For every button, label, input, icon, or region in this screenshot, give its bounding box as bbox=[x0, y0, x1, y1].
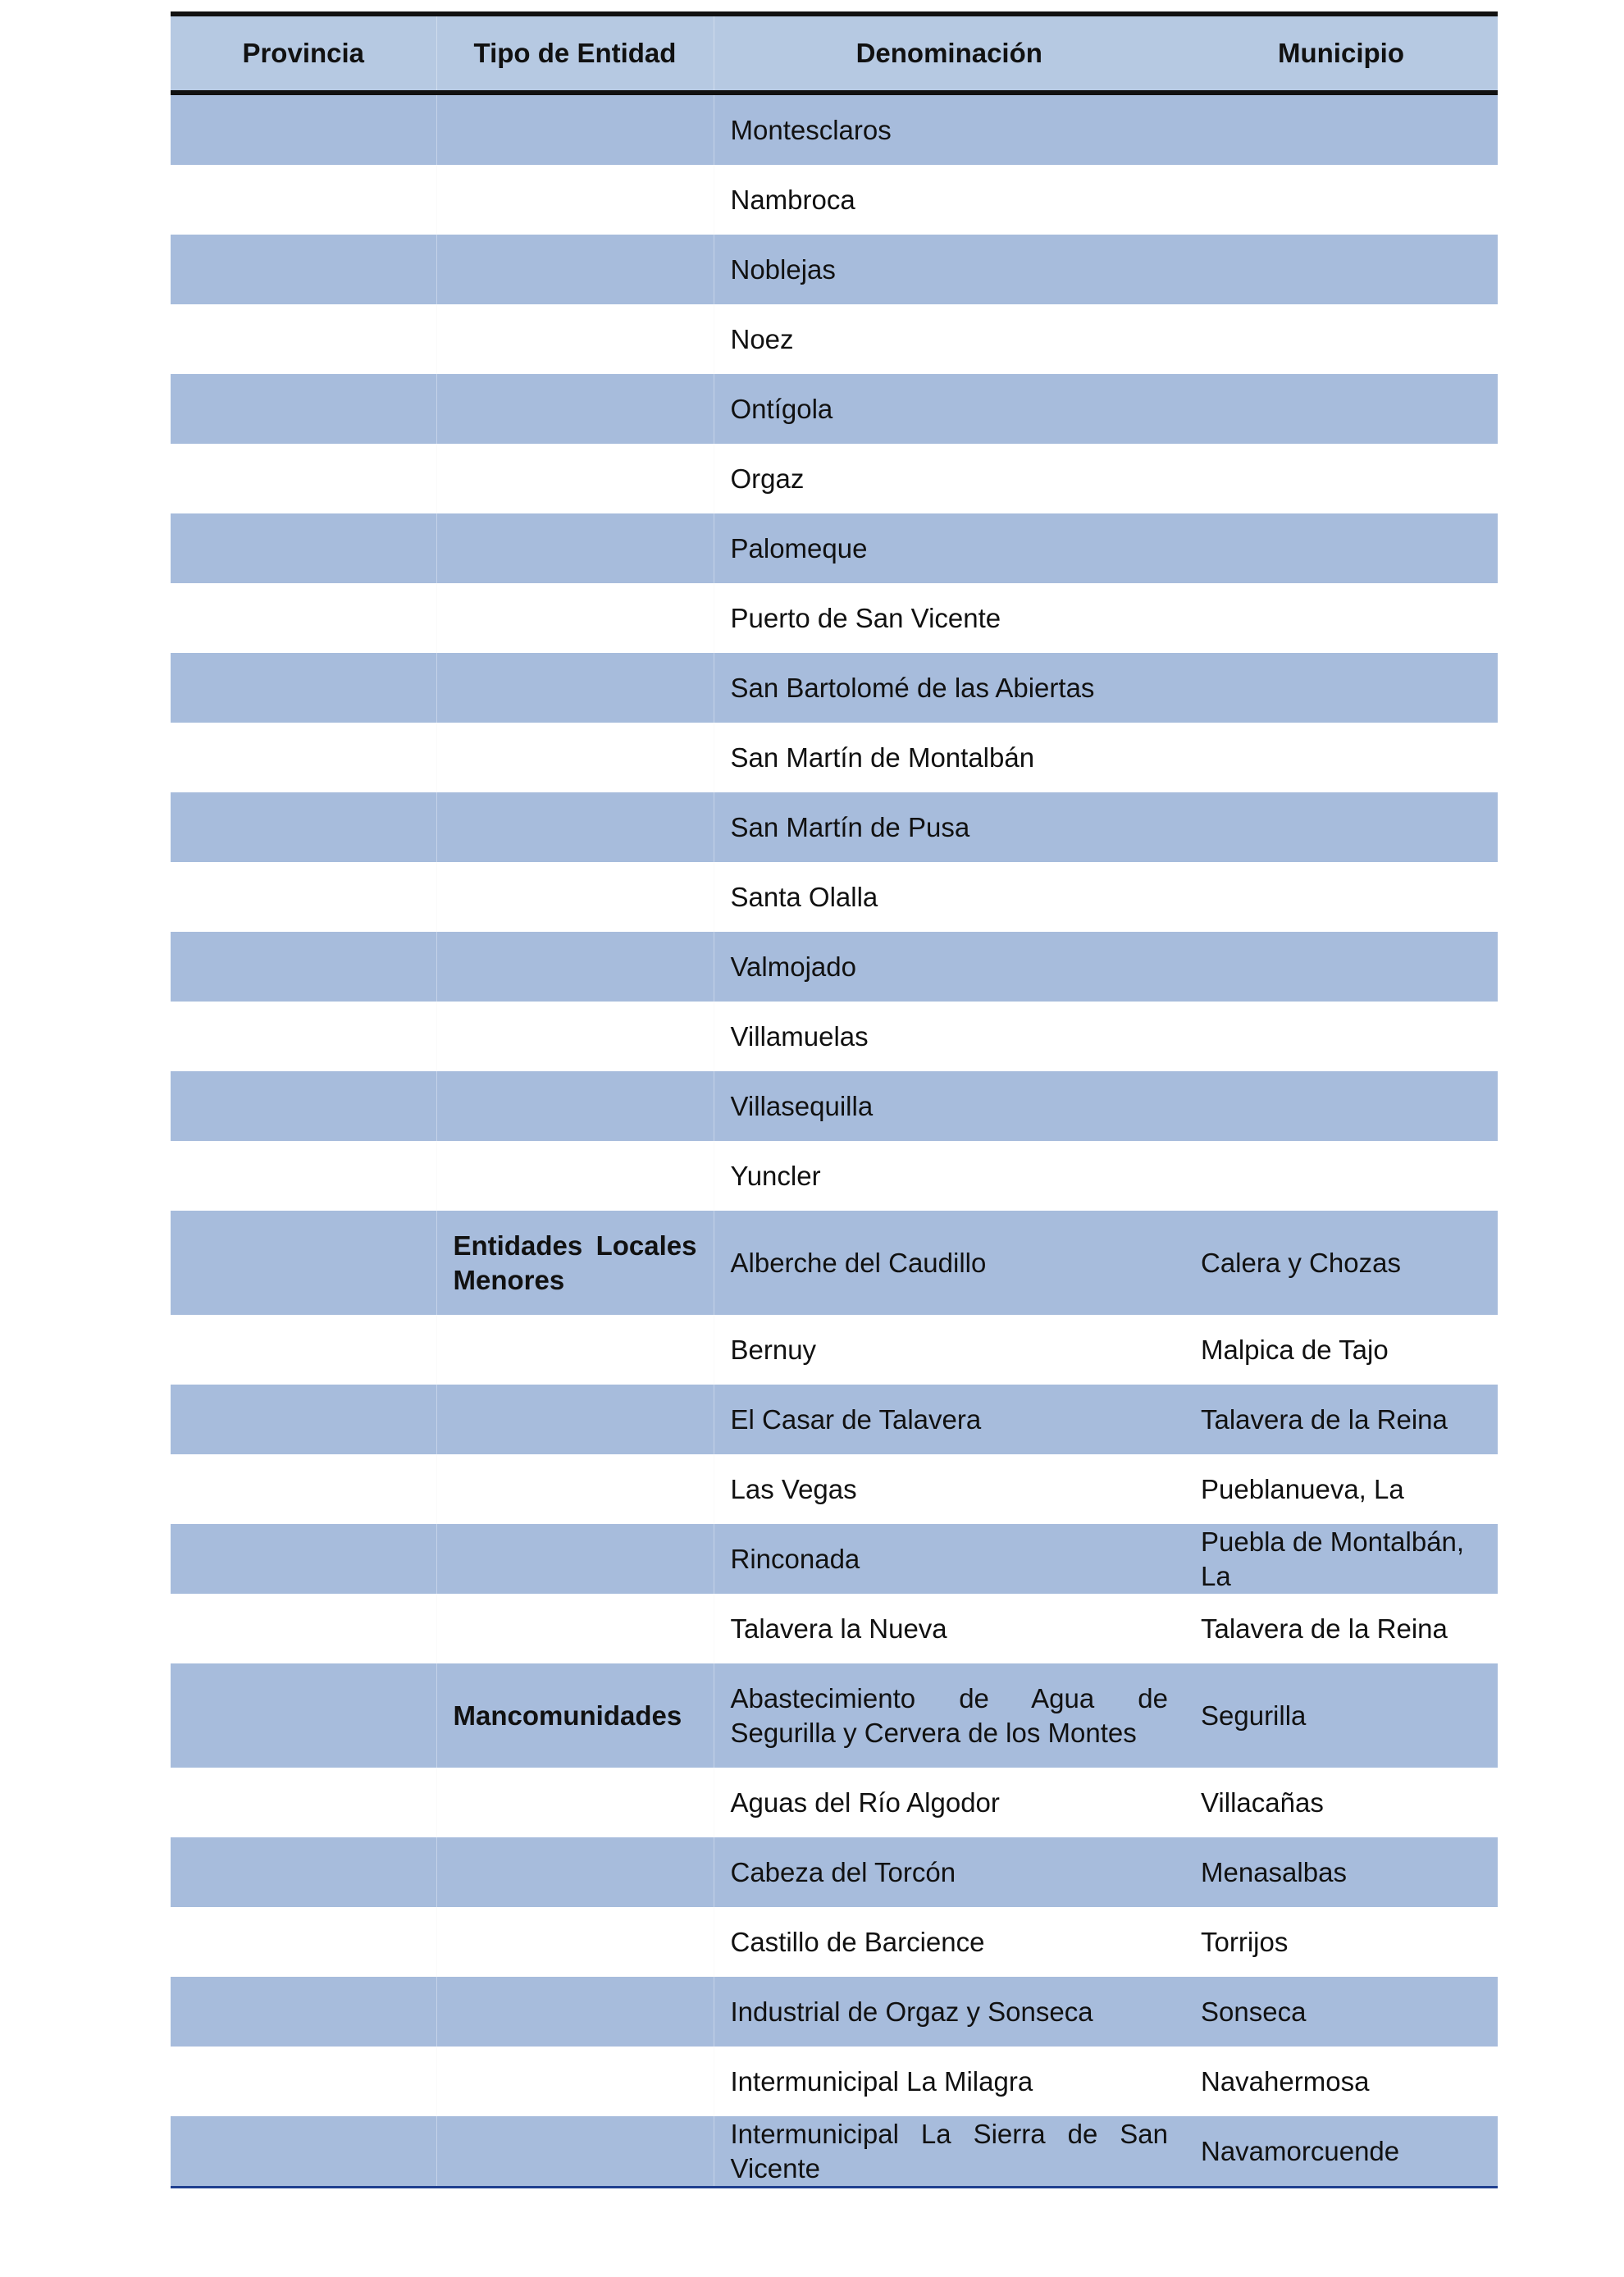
tipo-entidad-cell bbox=[436, 792, 714, 862]
provincia-cell bbox=[171, 792, 436, 862]
header-denominacion: Denominación bbox=[714, 14, 1184, 93]
municipio-cell bbox=[1184, 165, 1498, 235]
denominacion-cell: San Martín de Pusa bbox=[714, 792, 1184, 862]
tipo-entidad-cell bbox=[436, 304, 714, 374]
municipio-cell: Puebla de Montalbán, La bbox=[1184, 1524, 1498, 1594]
table-row bbox=[171, 1141, 1498, 1211]
denominacion-cell: San Martín de Montalbán bbox=[714, 723, 1184, 792]
denominacion-cell: Palomeque bbox=[714, 513, 1184, 583]
denominacion-cell: Abastecimiento de Agua de Segurilla y Cervera de los Montes bbox=[714, 1663, 1184, 1768]
municipio-cell: Menasalbas bbox=[1184, 1837, 1498, 1907]
table-row bbox=[171, 1977, 1498, 2047]
table-row bbox=[171, 1211, 1498, 1315]
header-tipo-de-entidad: Tipo de Entidad bbox=[436, 14, 714, 93]
denominacion-cell: Montesclaros bbox=[714, 93, 1184, 165]
municipio-cell bbox=[1184, 1071, 1498, 1141]
denominacion-cell: Rinconada bbox=[714, 1524, 1184, 1594]
municipio-cell bbox=[1184, 653, 1498, 723]
municipio-cell bbox=[1184, 1141, 1498, 1211]
table-row bbox=[171, 653, 1498, 723]
tipo-entidad-cell bbox=[436, 1768, 714, 1837]
municipio-cell bbox=[1184, 1002, 1498, 1071]
tipo-entidad-cell bbox=[436, 1385, 714, 1454]
provincia-cell bbox=[171, 653, 436, 723]
tipo-entidad-cell bbox=[436, 583, 714, 653]
denominacion-cell: Intermunicipal La Sierra de San Vicente bbox=[714, 2116, 1184, 2188]
table-row bbox=[171, 165, 1498, 235]
municipio-cell bbox=[1184, 444, 1498, 513]
municipio-cell: Pueblanueva, La bbox=[1184, 1454, 1498, 1524]
header-row bbox=[171, 14, 1498, 93]
table-row bbox=[171, 93, 1498, 165]
denominacion-cell: Villamuelas bbox=[714, 1002, 1184, 1071]
municipio-cell bbox=[1184, 723, 1498, 792]
denominacion-cell: Orgaz bbox=[714, 444, 1184, 513]
municipio-cell: Malpica de Tajo bbox=[1184, 1315, 1498, 1385]
municipio-cell: Navamorcuende bbox=[1184, 2116, 1498, 2188]
municipio-cell: Navahermosa bbox=[1184, 2047, 1498, 2116]
provincia-cell bbox=[171, 1141, 436, 1211]
provincia-cell bbox=[171, 862, 436, 932]
municipio-cell: Sonseca bbox=[1184, 1977, 1498, 2047]
provincia-cell bbox=[171, 1663, 436, 1768]
tipo-entidad-cell bbox=[436, 165, 714, 235]
tipo-entidad-cell bbox=[436, 2047, 714, 2116]
provincia-cell bbox=[171, 2116, 436, 2188]
table-row bbox=[171, 862, 1498, 932]
tipo-entidad-cell bbox=[436, 932, 714, 1002]
table-row bbox=[171, 1594, 1498, 1663]
provincia-cell bbox=[171, 444, 436, 513]
table-row bbox=[171, 583, 1498, 653]
municipio-cell: Torrijos bbox=[1184, 1907, 1498, 1977]
denominacion-cell: El Casar de Talavera bbox=[714, 1385, 1184, 1454]
provincia-cell bbox=[171, 723, 436, 792]
denominacion-cell: Talavera la Nueva bbox=[714, 1594, 1184, 1663]
denominacion-cell: Yuncler bbox=[714, 1141, 1184, 1211]
provincia-cell bbox=[171, 1594, 436, 1663]
provincia-cell bbox=[171, 1002, 436, 1071]
tipo-entidad-cell bbox=[436, 1907, 714, 1977]
table-row bbox=[171, 792, 1498, 862]
denominacion-cell: Valmojado bbox=[714, 932, 1184, 1002]
provincia-cell bbox=[171, 513, 436, 583]
denominacion-cell: Intermunicipal La Milagra bbox=[714, 2047, 1184, 2116]
table-row bbox=[171, 235, 1498, 304]
denominacion-cell: Noblejas bbox=[714, 235, 1184, 304]
tipo-entidad-cell bbox=[436, 1141, 714, 1211]
municipio-cell bbox=[1184, 932, 1498, 1002]
denominacion-cell: Bernuy bbox=[714, 1315, 1184, 1385]
provincia-cell bbox=[171, 374, 436, 444]
table-row bbox=[171, 2116, 1498, 2188]
tipo-entidad-cell bbox=[436, 862, 714, 932]
tipo-entidad-cell bbox=[436, 444, 714, 513]
table-row bbox=[171, 374, 1498, 444]
denominacion-cell: Villasequilla bbox=[714, 1071, 1184, 1141]
table-row bbox=[171, 723, 1498, 792]
table-row bbox=[171, 1768, 1498, 1837]
municipio-cell: Calera y Chozas bbox=[1184, 1211, 1498, 1315]
municipio-cell bbox=[1184, 513, 1498, 583]
provincia-cell bbox=[171, 1315, 436, 1385]
tipo-entidad-cell bbox=[436, 1454, 714, 1524]
table-row bbox=[171, 1454, 1498, 1524]
denominacion-cell: Noez bbox=[714, 304, 1184, 374]
provincia-cell bbox=[171, 1454, 436, 1524]
tipo-entidad-cell bbox=[436, 1315, 714, 1385]
provincia-cell bbox=[171, 235, 436, 304]
table-row bbox=[171, 1524, 1498, 1594]
municipio-cell: Segurilla bbox=[1184, 1663, 1498, 1768]
tipo-entidad-cell bbox=[436, 723, 714, 792]
municipio-cell: Villacañas bbox=[1184, 1768, 1498, 1837]
denominacion-cell: Nambroca bbox=[714, 165, 1184, 235]
table-row bbox=[171, 932, 1498, 1002]
tipo-entidad-cell bbox=[436, 513, 714, 583]
tipo-entidad-cell bbox=[436, 1524, 714, 1594]
tipo-entidad-cell bbox=[436, 1594, 714, 1663]
denominacion-cell: San Bartolomé de las Abiertas bbox=[714, 653, 1184, 723]
denominacion-cell: Aguas del Río Algodor bbox=[714, 1768, 1184, 1837]
denominacion-cell: Puerto de San Vicente bbox=[714, 583, 1184, 653]
tipo-entidad-cell bbox=[436, 235, 714, 304]
provincia-cell bbox=[171, 165, 436, 235]
table-header bbox=[171, 14, 1498, 93]
provincia-cell bbox=[171, 1524, 436, 1594]
provincia-cell bbox=[171, 1977, 436, 2047]
tipo-entidad-cell bbox=[436, 93, 714, 165]
header-provincia: Provincia bbox=[171, 14, 436, 93]
provincia-cell bbox=[171, 93, 436, 165]
table-row bbox=[171, 513, 1498, 583]
provincia-cell bbox=[171, 2047, 436, 2116]
table-row bbox=[171, 444, 1498, 513]
table-body bbox=[171, 93, 1498, 2188]
tipo-entidad-cell: Mancomunidades bbox=[436, 1663, 714, 1768]
table-row bbox=[171, 304, 1498, 374]
denominacion-cell: Las Vegas bbox=[714, 1454, 1184, 1524]
tipo-entidad-cell bbox=[436, 653, 714, 723]
provincia-cell bbox=[171, 1211, 436, 1315]
denominacion-cell: Industrial de Orgaz y Sonseca bbox=[714, 1977, 1184, 2047]
municipio-cell bbox=[1184, 862, 1498, 932]
municipio-cell: Talavera de la Reina bbox=[1184, 1385, 1498, 1454]
provincia-cell bbox=[171, 1768, 436, 1837]
table-row bbox=[171, 1002, 1498, 1071]
tipo-entidad-cell: Entidades Locales Menores bbox=[436, 1211, 714, 1315]
provincia-cell bbox=[171, 583, 436, 653]
municipio-cell bbox=[1184, 374, 1498, 444]
provincia-cell bbox=[171, 1907, 436, 1977]
municipio-cell bbox=[1184, 93, 1498, 165]
provincia-cell bbox=[171, 1071, 436, 1141]
provincia-cell bbox=[171, 304, 436, 374]
entity-table bbox=[171, 11, 1498, 2188]
tipo-entidad-cell bbox=[436, 1977, 714, 2047]
provincia-cell bbox=[171, 932, 436, 1002]
tipo-entidad-cell bbox=[436, 1837, 714, 1907]
municipio-cell bbox=[1184, 583, 1498, 653]
table-row bbox=[171, 1071, 1498, 1141]
provincia-cell bbox=[171, 1385, 436, 1454]
denominacion-cell: Cabeza del Torcón bbox=[714, 1837, 1184, 1907]
municipio-cell: Talavera de la Reina bbox=[1184, 1594, 1498, 1663]
table-row bbox=[171, 1385, 1498, 1454]
tipo-entidad-cell bbox=[436, 1071, 714, 1141]
table-row bbox=[171, 1907, 1498, 1977]
municipio-cell bbox=[1184, 792, 1498, 862]
header-municipio: Municipio bbox=[1184, 14, 1498, 93]
tipo-entidad-cell bbox=[436, 2116, 714, 2188]
table-row bbox=[171, 2047, 1498, 2116]
denominacion-cell: Alberche del Caudillo bbox=[714, 1211, 1184, 1315]
municipio-cell bbox=[1184, 235, 1498, 304]
denominacion-cell: Castillo de Barcience bbox=[714, 1907, 1184, 1977]
table-row bbox=[171, 1315, 1498, 1385]
provincia-cell bbox=[171, 1837, 436, 1907]
table-row bbox=[171, 1663, 1498, 1768]
table-row bbox=[171, 1837, 1498, 1907]
denominacion-cell: Ontígola bbox=[714, 374, 1184, 444]
tipo-entidad-cell bbox=[436, 374, 714, 444]
denominacion-cell: Santa Olalla bbox=[714, 862, 1184, 932]
tipo-entidad-cell bbox=[436, 1002, 714, 1071]
municipio-cell bbox=[1184, 304, 1498, 374]
